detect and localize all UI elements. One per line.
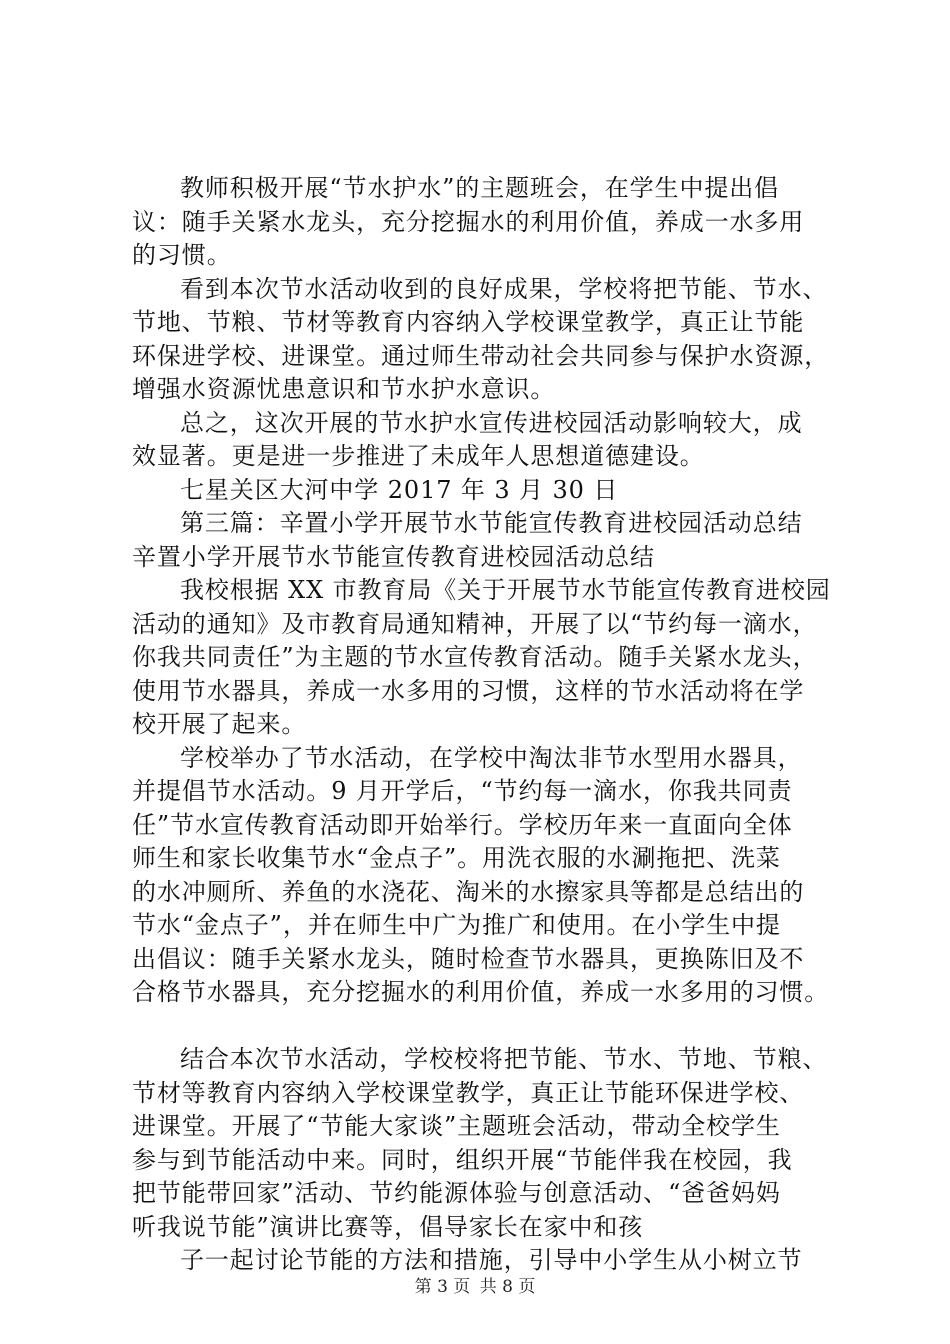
document-body <box>132 172 832 1278</box>
page-number: 第 3 页 <box>414 1277 471 1297</box>
text-line: 增强水资源忧患意识和节水护水意识。 <box>132 375 556 403</box>
text-line: 效显著。更是进一步推进了未成年人思想道德建设。 <box>132 442 705 470</box>
text-line: 合格节水器具，充分挖掘水的利用价值，养成一水多用的习惯。 <box>132 978 830 1006</box>
text-line: 并提倡节水活动。9 月开学后，“节约每一滴水，你我共同责 <box>132 777 793 805</box>
text-line: 使用节水器具，养成一水多用的习惯，这样的节水活动将在学 <box>132 676 805 705</box>
text-line: 学校举办了节水活动，在学校中淘汰非节水型用水器具， <box>180 743 803 772</box>
text-line: 子一起讨论节能的方法和措施，引导中小学生从小树立节 <box>180 1246 803 1274</box>
text-line: 看到本次节水活动收到的良好成果，学校将把节能、节水、 <box>180 274 828 303</box>
text-line: 的习惯。 <box>132 241 232 269</box>
page-footer <box>0 1276 950 1298</box>
text-line: 总之，这次开展的节水护水宣传进校园活动影响较大，成 <box>180 408 803 437</box>
page-total: 共 8 页 <box>479 1277 536 1297</box>
text-line: 环保进学校、进课堂。通过师生带动社会共同参与保护水资源， <box>132 341 830 370</box>
text-line: 活动的通知》及市教育局通知精神，开展了以“节约每一滴水， <box>132 609 818 638</box>
blank-line <box>132 1010 832 1044</box>
text-line: 参与到节能活动中来。同时，组织开展“节能伴我在校园，我 <box>132 1145 793 1174</box>
text-line: 七星关区大河中学 2017 年 3 月 30 日 <box>180 475 619 504</box>
text-line: 议：随手关紧水龙头，充分挖掘水的利用价值，养成一水多用 <box>132 207 805 236</box>
text-line: 第三篇：辛置小学开展节水节能宣传教育进校园活动总结 <box>180 509 803 537</box>
text-line: 听我说节能”演讲比赛等，倡导家长在家中和孩 <box>132 1212 644 1241</box>
text-line: 校开展了起来。 <box>132 710 307 738</box>
text-line: 辛置小学开展节水节能宣传教育进校园活动总结 <box>132 542 655 571</box>
text-line: 结合本次节水活动，学校校将把节能、节水、节地、节粮、 <box>180 1045 828 1073</box>
text-line: 节地、节粮、节材等教育内容纳入学校课堂教学，真正让节能 <box>132 308 805 336</box>
text-line: 师生和家长收集节水“金点子”。用洗衣服的水涮拖把、洗菜 <box>132 844 781 872</box>
text-line: 节水“金点子”，并在师生中广为推广和使用。在小学生中提 <box>132 911 781 939</box>
text-line: 出倡议：随手关紧水龙头，随时检查节水器具，更换陈旧及不 <box>132 944 805 973</box>
text-line: 节材等教育内容纳入学校课堂教学，真正让节能环保进学校、 <box>132 1078 805 1107</box>
text-line: 我校根据 XX 市教育局《关于开展节水节能宣传教育进校园 <box>180 576 831 604</box>
text-line: 任”节水宣传教育活动即开始举行。学校历年来一直面向全体 <box>132 810 793 839</box>
text-line: 教师积极开展“节水护水”的主题班会，在学生中提出倡 <box>180 174 780 202</box>
text-line: 进课堂。开展了“节能大家谈”主题班会活动，带动全校学生 <box>132 1112 781 1140</box>
text-line: 的水冲厕所、养鱼的水浇花、淘米的水擦家具等都是总结出的 <box>132 877 805 906</box>
text-line: 你我共同责任”为主题的节水宣传教育活动。随手关紧水龙头， <box>132 643 818 671</box>
text-line: 把节能带回家”活动、节约能源体验与创意活动、“爸爸妈妈 <box>132 1179 781 1207</box>
